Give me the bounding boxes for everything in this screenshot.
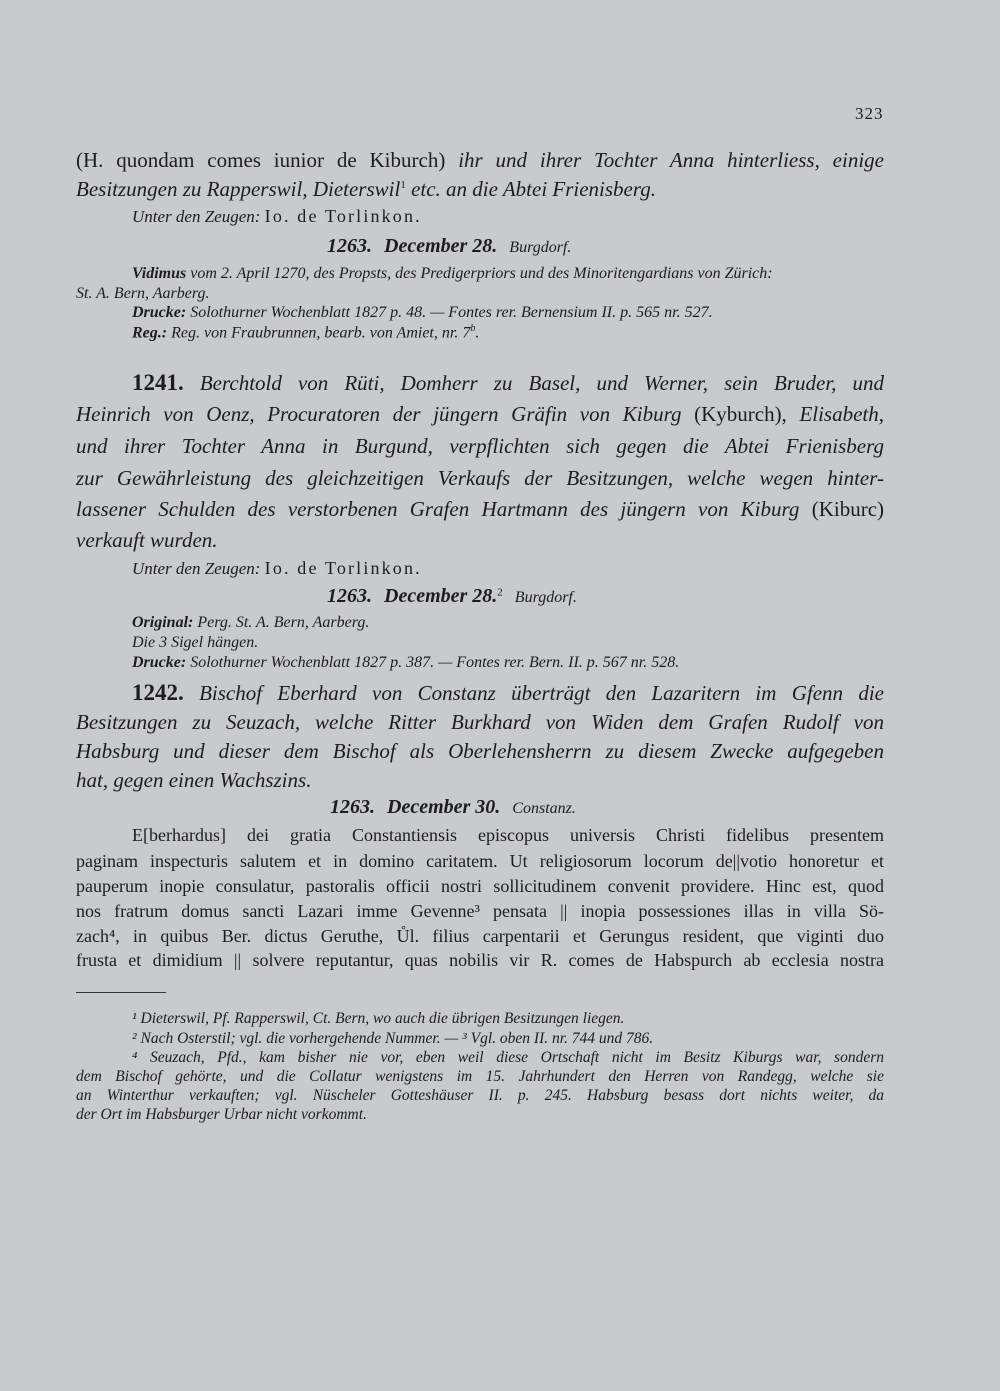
charter-line-3: pauperum inopie consulatur, pastoralis officii nostri sollicitudinem convenit providere. Hinc est, quod — [76, 876, 884, 896]
entry-1241-line-2: Heinrich von Oenz, Procuratoren der jüngern Gräfin von Kiburg (Kyburch), Elisabeth, — [76, 402, 885, 426]
entry-1241-drucke: Drucke: Solothurner Wochenblatt 1827 p. 387. — Fontes rer. Bern. II. p. 567 nr. 528. — [132, 654, 680, 671]
footnote-rule — [76, 992, 166, 993]
entry-1241-sigel: Die 3 Sigel hängen. — [132, 634, 259, 651]
entry-1241-date-line: 1263. December 28.$^2$ Burgdorf. — [327, 585, 577, 607]
entry-1241-line-5: lassener Schulden des verstorbenen Grafen Hartmann des jüngern von Kiburg (Kiburc) — [76, 497, 885, 521]
prev-witnesses: Unter den Zeugen: Io. de Torlinkon. — [132, 206, 422, 226]
charter-line-2: paginam inspecturis salutem et in domino caritatem. Ut religiosorum locorum de||votio honoretur et — [76, 851, 884, 871]
entry-1241-line-3: und ihrer Tochter Anna in Burgund, verpflichten sich gegen die Abtei Frienisberg — [76, 434, 884, 458]
prev-drucke: Drucke: Solothurner Wochenblatt 1827 p. 48. — Fontes rer. Bernensium II. p. 565 nr. 527. — [132, 304, 713, 321]
entry-1241-line-1: 1241. Berchtold von Rüti, Domherr zu Basel, und Werner, sein Bruder, und — [132, 370, 884, 395]
page-number: 323 — [855, 104, 884, 123]
entry-1242-line-1: 1242. Bischof Eberhard von Constanz überträgt den Lazaritern im Gfenn die — [132, 680, 884, 705]
footnote-1: ¹ Dieterswil, Pf. Rapperswil, Ct. Bern, wo auch die übrigen Besitzungen liegen. — [132, 1010, 625, 1027]
charter-line-4: nos fratrum domus sancti Lazari imme Gevenne³ pensata || inopia possessiones illas in villa Sö- — [76, 901, 884, 921]
charter-line-1: E[berhardus] dei gratia Constantiensis episcopus universis Christi fidelibus presentem — [132, 825, 884, 845]
entry-1241-witnesses: Unter den Zeugen: Io. de Torlinkon. — [132, 558, 422, 578]
charter-line-5: zach⁴, in quibus Ber. dictus Geruthe, Ůl. filius carpentarii et Gerungus resident, que viginti duo — [76, 926, 884, 946]
entry-1241-line-4: zur Gewährleistung des gleichzeitigen Verkaufs der Besitzungen, welche wegen hinter- — [76, 466, 884, 490]
entry-1242-date-line: 1263. December 30. Constanz. — [330, 796, 576, 818]
footnote-4-line-4: der Ort im Habsburger Urbar nicht vorkommt. — [76, 1106, 367, 1123]
footnote-4-line-3: an Winterthur verkauften; vgl. Nüscheler Gotteshäuser II. p. 245. Habsburg besass dort nichts weiter, da — [76, 1087, 884, 1104]
entry-1242-line-2: Besitzungen zu Seuzach, welche Ritter Burkhard von Widen dem Grafen Rudolf von — [76, 710, 884, 734]
prev-vidimus: Vidimus vom 2. April 1270, des Propsts, des Predigerpriors und des Minoritengardians von Zürich: — [132, 265, 773, 282]
prev-vidimus-cont: St. A. Bern, Aarberg. — [76, 285, 210, 302]
prev-entry-line-2: Besitzungen zu Rapperswil, Dieterswil$^1$ etc. an die Abtei Frienisberg. — [76, 177, 657, 201]
footnote-4-line-2: dem Bischof gehörte, und die Collatur wenigstens im 15. Jahrhundert den Herren von Randegg, welche sie — [76, 1068, 884, 1085]
prev-entry-line-1: (H. quondam comes iunior de Kiburch) ihr und ihrer Tochter Anna hinterliess, einige — [76, 148, 884, 172]
entry-1241-original: Original: Perg. St. A. Bern, Aarberg. — [132, 614, 370, 631]
prev-reg: Reg.: Reg. von Fraubrunnen, bearb. von Amiet, nr. 7$^b$. — [132, 323, 480, 342]
footnote-4-line-1: ⁴ Seuzach, Pfd., kam bisher nie vor, eben weil diese Ortschaft nicht im Besitz Kiburgs war, sondern — [132, 1049, 884, 1066]
entry-1242-line-4: hat, gegen einen Wachszins. — [76, 768, 312, 792]
charter-line-6: frusta et dimidium || solvere reputantur, quas nobilis vir R. comes de Habspurch ab ecclesia nostra — [76, 950, 884, 970]
entry-1242-line-3: Habsburg und dieser dem Bischof als Oberlehensherrn zu diesem Zwecke aufgegeben — [76, 739, 884, 763]
footnote-2: ² Nach Osterstil; vgl. die vorhergehende Nummer. — ³ Vgl. oben II. nr. 744 und 786. — [132, 1030, 654, 1047]
prev-date-line: 1263. December 28. Burgdorf. — [327, 235, 572, 257]
entry-1241-line-6: verkauft wurden. — [76, 528, 218, 552]
